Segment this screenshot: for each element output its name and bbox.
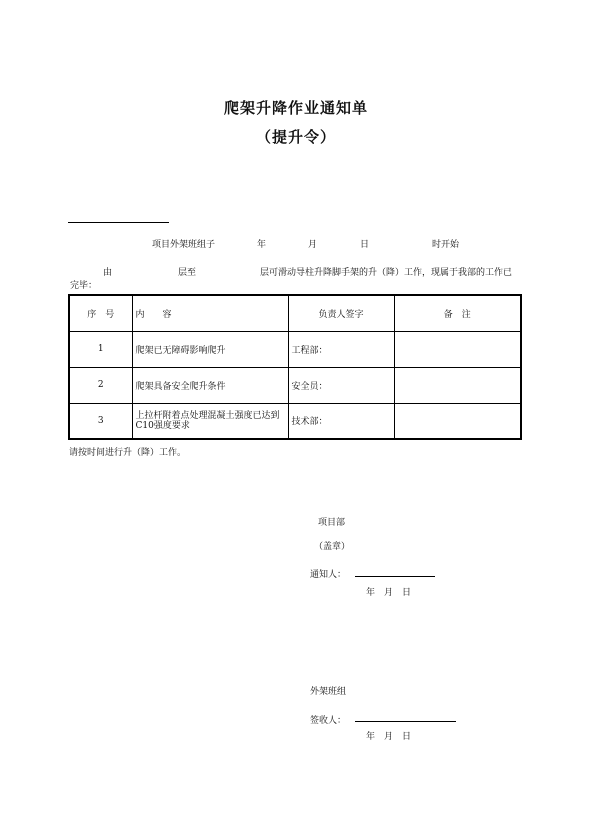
footer-instruction: 请按时间进行升（降）工作。 [69,448,187,458]
receiver-date: 年 月 日 [366,732,412,742]
notice-year: 年 [257,240,267,250]
header-content: 内 容 [132,295,288,331]
page-subtitle: （提升令） [256,128,337,146]
notice-month: 月 [308,240,318,250]
notifier-label: 通知人： [310,570,347,580]
row-content: 爬架具备安全爬升条件 [132,367,288,403]
row-content-text: 上拉杆附着点处理混凝土强度已达到C10强度要求 [135,410,280,431]
receiver-label: 签收人： [310,716,347,726]
notifier-date: 年 月 日 [366,588,412,598]
table-header-row [69,295,521,331]
receiver-signature-line[interactable] [355,721,456,722]
header-no: 序 号 [69,295,132,331]
row-content: 爬架已无障碍影响爬升 [132,331,288,367]
row-note[interactable] [394,367,521,403]
top-underline [68,222,169,223]
notice-start: 时开始 [432,240,460,250]
project-seal: （盖章） [314,542,351,552]
notice-floor-to: 层至 [178,268,197,278]
header-note: 备 注 [394,295,521,331]
header-sign: 负责人签字 [288,295,394,331]
page-title: 爬架升降作业通知单 [224,99,369,117]
row-sign: 安全员： [288,367,394,403]
table-row [69,403,521,439]
notice-text: 层可滑动导柱升降脚手架的升（降）工作，现属于我部的工作已 [260,268,513,278]
row-no: 3 [69,403,132,439]
table-row [69,367,521,403]
notice-day: 日 [360,240,370,250]
notice-complete: 完毕： [70,281,98,291]
project-dept: 项目部 [318,518,346,528]
row-sign: 技术部： [288,403,394,439]
notice-team: 项目外架班组子 [152,240,216,250]
table-row [69,331,521,367]
row-no: 1 [69,331,132,367]
work-table [68,294,522,440]
notice-from: 由 [103,268,113,278]
row-note[interactable] [394,331,521,367]
notifier-signature-line[interactable] [355,576,435,577]
row-content [132,403,288,439]
row-sign: 工程部： [288,331,394,367]
team-name: 外架班组 [310,687,347,697]
row-note[interactable] [394,403,521,439]
row-no: 2 [69,367,132,403]
